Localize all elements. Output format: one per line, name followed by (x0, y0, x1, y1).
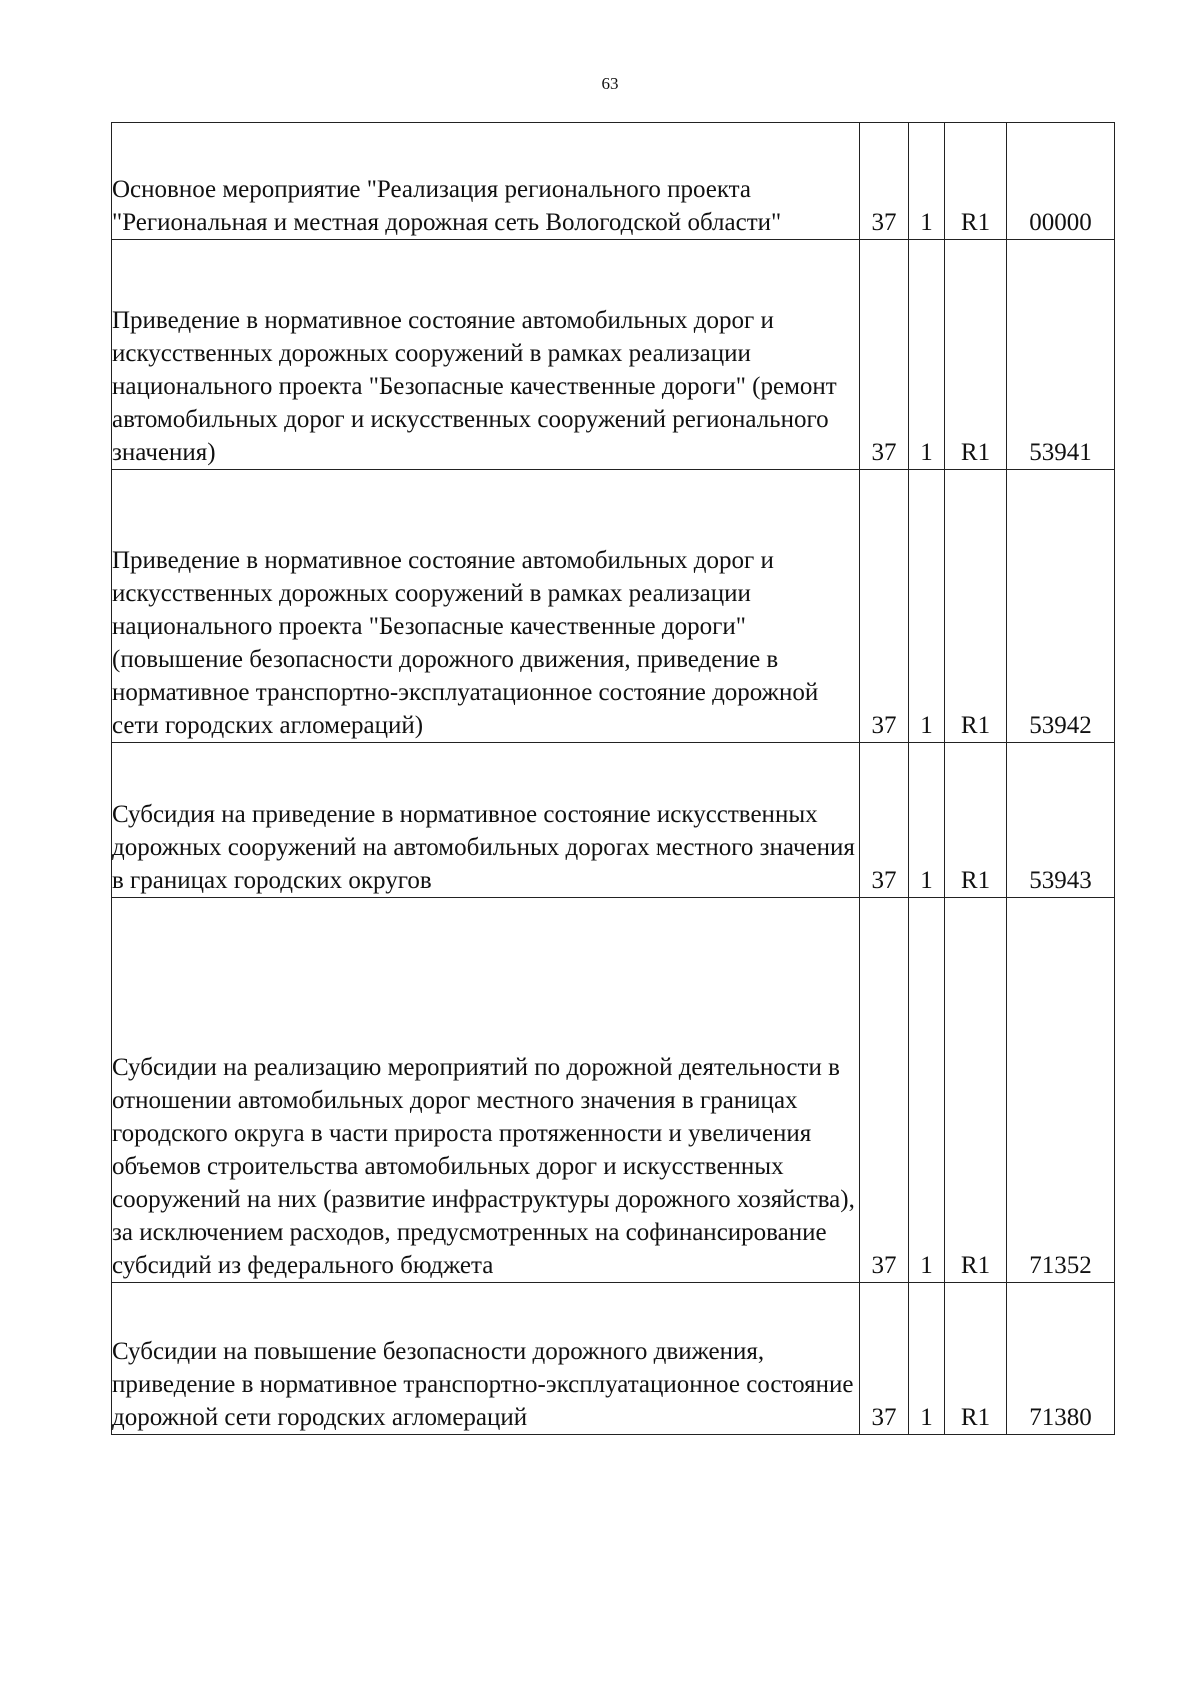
page-number: 63 (601, 74, 619, 93)
code-subprogram: 1 (909, 240, 945, 470)
code-project: R1 (945, 1283, 1007, 1435)
code-program: 37 (860, 240, 909, 470)
code-program: 37 (860, 470, 909, 743)
table-row (112, 470, 1115, 743)
code-project: R1 (945, 470, 1007, 743)
code-project: R1 (945, 240, 1007, 470)
code-direction: 71380 (1007, 1283, 1115, 1435)
code-project: R1 (945, 898, 1007, 1283)
code-direction: 71352 (1007, 898, 1115, 1283)
code-subprogram: 1 (909, 743, 945, 898)
code-program: 37 (860, 1283, 909, 1435)
row-description: Субсидии на повышение безопасности дорожного движения, приведение в нормативное транспортно-эксплуатационное состояние дорожной сети городских агломераций (112, 1283, 860, 1435)
table-row (112, 240, 1115, 470)
code-subprogram: 1 (909, 1283, 945, 1435)
code-direction: 53941 (1007, 240, 1115, 470)
row-description: Основное мероприятие "Реализация регионального проекта "Региональная и местная дорожная сеть Вологодской области" (112, 123, 860, 240)
table-row (112, 743, 1115, 898)
table-row (112, 898, 1115, 1283)
row-description: Приведение в нормативное состояние автомобильных дорог и искусственных дорожных сооружений в рамках реализации национального проекта "Безопасные качественные дороги" (повышение безопасности дорожного движения, приведение в нормативное транспортно-эксплуатационное состояние дорожной сети городских агломераций) (112, 470, 860, 743)
code-program: 37 (860, 123, 909, 240)
row-description: Субсидия на приведение в нормативное состояние искусственных дорожных сооружений на автомобильных дорогах местного значения в границах городских округов (112, 743, 860, 898)
code-project: R1 (945, 123, 1007, 240)
code-subprogram: 1 (909, 123, 945, 240)
code-program: 37 (860, 743, 909, 898)
row-description: Субсидии на реализацию мероприятий по дорожной деятельности в отношении автомобильных дорог местного значения в границах городского округа в части прироста протяженности и увеличения объемов строительства автомобильных дорог и искусственных сооружений на них (развитие инфраструктуры дорожного хозяйства), за исключением расходов, предусмотренных на софинансирование субсидий из федерального бюджета (112, 898, 860, 1283)
table-row (112, 123, 1115, 240)
code-program: 37 (860, 898, 909, 1283)
budget-table (111, 122, 1115, 1435)
code-project: R1 (945, 743, 1007, 898)
table-row (112, 1283, 1115, 1435)
code-subprogram: 1 (909, 470, 945, 743)
code-subprogram: 1 (909, 898, 945, 1283)
row-description: Приведение в нормативное состояние автомобильных дорог и искусственных дорожных сооружений в рамках реализации национального проекта "Безопасные качественные дороги" (ремонт автомобильных дорог и искусственных сооружений регионального значения) (112, 240, 860, 470)
code-direction: 53943 (1007, 743, 1115, 898)
code-direction: 00000 (1007, 123, 1115, 240)
code-direction: 53942 (1007, 470, 1115, 743)
